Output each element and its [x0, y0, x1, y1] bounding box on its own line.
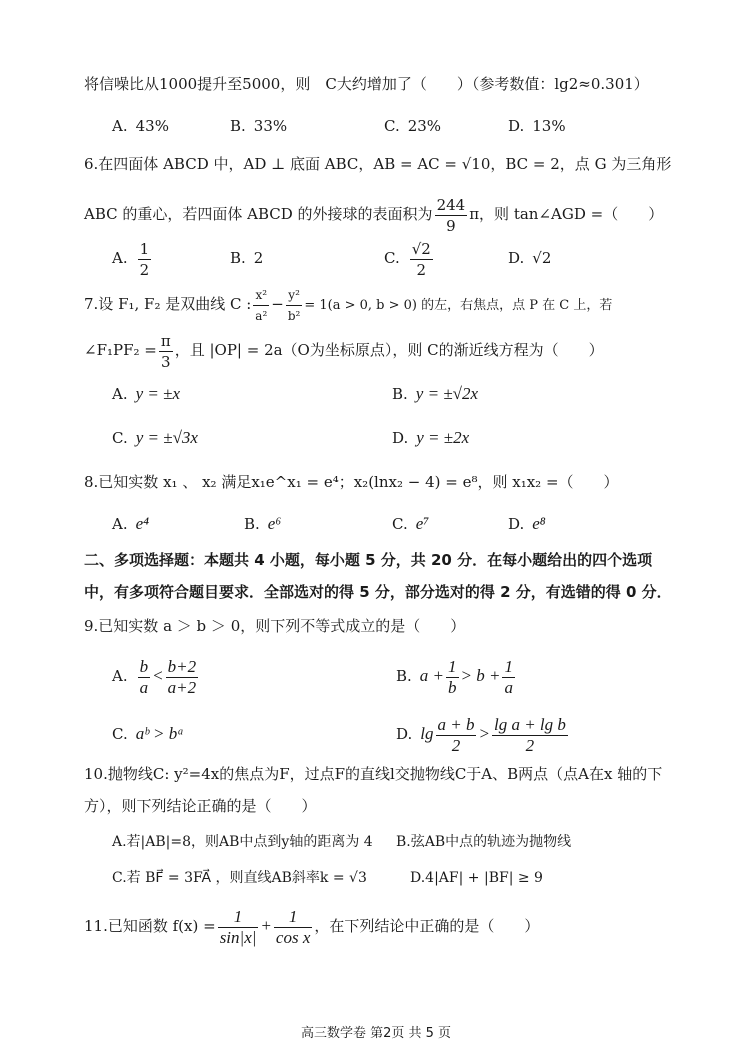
- fraction-numerator: a + b: [437, 714, 475, 734]
- option-fraction: [138, 239, 152, 280]
- q7-line1-pre: 7.设 F₁, F₂ 是双曲线 C :: [84, 295, 252, 313]
- q7-frac-pi: [159, 331, 173, 372]
- fraction-denominator: 3: [161, 352, 171, 371]
- q8-option-c: [392, 512, 429, 536]
- q11-stem: [84, 902, 539, 950]
- section2-line2: 中，有多项符合题目要求．全部选对的得 5 分，部分选对的得 2 分，有选错的得 0 分．: [84, 583, 672, 601]
- fraction-denominator: cos x: [275, 927, 311, 947]
- option-text: 43%: [135, 117, 169, 135]
- option-text: y = ±x: [135, 384, 181, 403]
- fraction-denominator: a: [504, 677, 513, 697]
- q10-option-d: D.4|AF| + |BF| ≥ 9: [410, 870, 543, 886]
- fraction-numerator: b+2: [167, 656, 197, 676]
- fraction-denominator: 2: [139, 260, 150, 279]
- q7-line1-post: = 1(a > 0, b > 0) 的左，右焦点，点 P 在 C 上，若: [304, 298, 613, 313]
- option-text: 23%: [407, 117, 442, 135]
- fraction-numerator: x²: [253, 285, 269, 306]
- fraction-numerator: y²: [286, 285, 303, 306]
- option-label: A.: [112, 515, 128, 533]
- q7-line2: [84, 328, 604, 372]
- fraction-denominator: sin|x|: [219, 927, 257, 947]
- q5-option-a: [112, 114, 169, 138]
- option-label: A.: [112, 117, 128, 135]
- option-label: A.: [112, 385, 128, 403]
- option-text: aᵇ > bᵃ: [135, 724, 185, 743]
- expr-part: a +: [419, 666, 445, 685]
- option-text: 33%: [253, 117, 288, 135]
- option-label: C.: [112, 429, 128, 447]
- q5-option-c: [384, 114, 441, 138]
- option-fraction: [138, 657, 151, 698]
- option-fraction: [492, 715, 568, 756]
- q6-option-a: [112, 236, 153, 280]
- q5-stem: 将信噪比从1000提升至5000，则 C大约增加了（ ）（参考数值：lg2≈0.301）: [84, 75, 649, 93]
- q10-option-b: B.弦AB中点的轨迹为抛物线: [396, 834, 572, 850]
- fraction-numerator: 244: [436, 195, 466, 214]
- option-label: B.: [230, 117, 246, 135]
- option-text: e⁷: [415, 514, 430, 533]
- q6-line2: [84, 192, 663, 236]
- fraction-numerator: lg a + lg b: [493, 714, 566, 734]
- q9-stem: 9.已知实数 a ＞ b ＞ 0，则下列不等式成立的是（ ）: [84, 617, 466, 635]
- q7-line2-pre: ∠F₁PF₂ =: [84, 341, 157, 359]
- q9-option-d: [396, 710, 570, 758]
- option-text: y = ±√3x: [135, 428, 198, 447]
- fraction-denominator: 2: [451, 735, 461, 755]
- page-footer: 高三数学卷 第2页 共 5 页: [300, 1026, 452, 1041]
- operator: >: [478, 724, 490, 743]
- q7-option-a: [112, 382, 180, 406]
- q6-line2-pre: ABC 的重心，若四面体 ABCD 的外接球的表面积为: [84, 205, 433, 223]
- option-label: C.: [384, 117, 400, 135]
- q7-frac-y: [286, 285, 303, 326]
- q10-line1: 10.抛物线C: y²=4x的焦点为F，过点F的直线l交抛物线C于A、B两点（点A在x 轴的下: [84, 765, 663, 783]
- option-label: B.: [396, 667, 412, 685]
- fraction-numerator: π: [160, 331, 171, 350]
- option-label: D.: [396, 725, 413, 743]
- expr-part: > b +: [460, 666, 501, 685]
- q9-option-c: [112, 722, 184, 746]
- option-fraction: [502, 657, 515, 698]
- plus-sign: +: [260, 916, 272, 935]
- option-label: A.: [112, 249, 128, 267]
- q11-post: ，在下列结论中正确的是（ ）: [314, 917, 540, 935]
- fraction-denominator: b²: [287, 308, 301, 323]
- fraction-denominator: 2: [525, 735, 535, 755]
- section2-line1: 二、多项选择题：本题共 4 小题，每小题 5 分，共 20 分．在每小题给出的四个选项: [84, 551, 653, 569]
- q6-option-c: [384, 236, 435, 280]
- q8-stem: 8.已知实数 x₁ 、 x₂ 满足x₁e^x₁ = e⁴；x₂(lnx₂ − 4) = e⁸，则 x₁x₂ =（ ）: [84, 473, 619, 491]
- option-label: C.: [112, 725, 128, 743]
- fraction-denominator: a²: [255, 308, 268, 323]
- fraction-denominator: a+2: [167, 677, 197, 697]
- q10-option-a: A.若|AB|=8，则AB中点到y轴的距离为 4: [112, 834, 373, 850]
- operator: <: [152, 666, 164, 685]
- q5-option-d: [508, 114, 566, 138]
- q7-option-d: [392, 426, 469, 450]
- option-text: y = ±2x: [416, 428, 470, 447]
- option-label: B.: [230, 249, 246, 267]
- option-label: A.: [112, 667, 128, 685]
- q11-frac-cos: [274, 907, 312, 948]
- q7-option-b: [392, 382, 478, 406]
- option-text: e⁶: [267, 514, 282, 533]
- option-text: 13%: [532, 117, 566, 135]
- q9-option-b: [396, 652, 517, 700]
- q6-option-b: [230, 246, 263, 270]
- fraction-denominator: b: [448, 677, 457, 697]
- option-label: D.: [508, 515, 525, 533]
- fraction-numerator: 1: [504, 656, 513, 676]
- q11-frac-sin: [218, 907, 259, 948]
- q11-pre: 11.已知函数 f(x) =: [84, 917, 216, 935]
- option-fraction: [446, 657, 459, 698]
- q7-option-c: [112, 426, 198, 450]
- q8-option-a: [112, 512, 149, 536]
- fraction-numerator: 1: [218, 907, 259, 928]
- option-label: B.: [392, 385, 408, 403]
- q8-option-d: [508, 512, 546, 536]
- q7-frac-x: [253, 285, 269, 326]
- option-label: C.: [384, 249, 400, 267]
- option-fraction: [436, 715, 477, 756]
- option-label: D.: [508, 249, 525, 267]
- q7-line1: [84, 282, 612, 328]
- fraction-numerator: 1: [448, 656, 457, 676]
- option-label: D.: [392, 429, 409, 447]
- fraction-numerator: 1: [139, 239, 150, 258]
- minus-sign: −: [271, 295, 284, 313]
- q6-option-d: [508, 246, 551, 270]
- fraction-denominator: a: [139, 677, 149, 697]
- option-text: e⁴: [135, 514, 150, 533]
- q8-option-b: [244, 512, 281, 536]
- option-text: 2: [253, 249, 264, 267]
- option-label: C.: [392, 515, 408, 533]
- option-label: D.: [508, 117, 525, 135]
- option-label: B.: [244, 515, 260, 533]
- q9-option-a: [112, 652, 200, 700]
- option-fraction: [410, 239, 433, 280]
- fraction-denominator: 2: [416, 260, 427, 279]
- option-text: √2: [532, 249, 552, 267]
- fraction-numerator: √2: [411, 239, 431, 258]
- option-fraction: [166, 657, 198, 698]
- fraction-denominator: 9: [446, 216, 456, 235]
- q5-option-b: [230, 114, 287, 138]
- q10-option-c: C.若 BF⃗ = 3FA⃗ ，则直线AB斜率k = √3: [112, 870, 367, 886]
- q7-line2-post: ，且 |OP| = 2a（O为坐标原点），则 C的渐近线方程为（ ）: [174, 341, 604, 359]
- q6-line2-post: π，则 tan∠AGD =（ ）: [469, 205, 664, 223]
- q6-fraction: [435, 195, 468, 236]
- option-text: e⁸: [532, 514, 546, 533]
- q10-line2: 方），则下列结论正确的是（ ）: [84, 797, 317, 815]
- q6-line1: 6.在四面体 ABCD 中，AD ⊥ 底面 ABC，AB = AC = √10，BC = 2，点 G 为三角形: [84, 155, 672, 173]
- option-text: y = ±√2x: [415, 384, 479, 403]
- fraction-numerator: 1: [274, 907, 312, 928]
- fraction-numerator: b: [139, 656, 149, 676]
- expr-part: lg: [420, 724, 434, 743]
